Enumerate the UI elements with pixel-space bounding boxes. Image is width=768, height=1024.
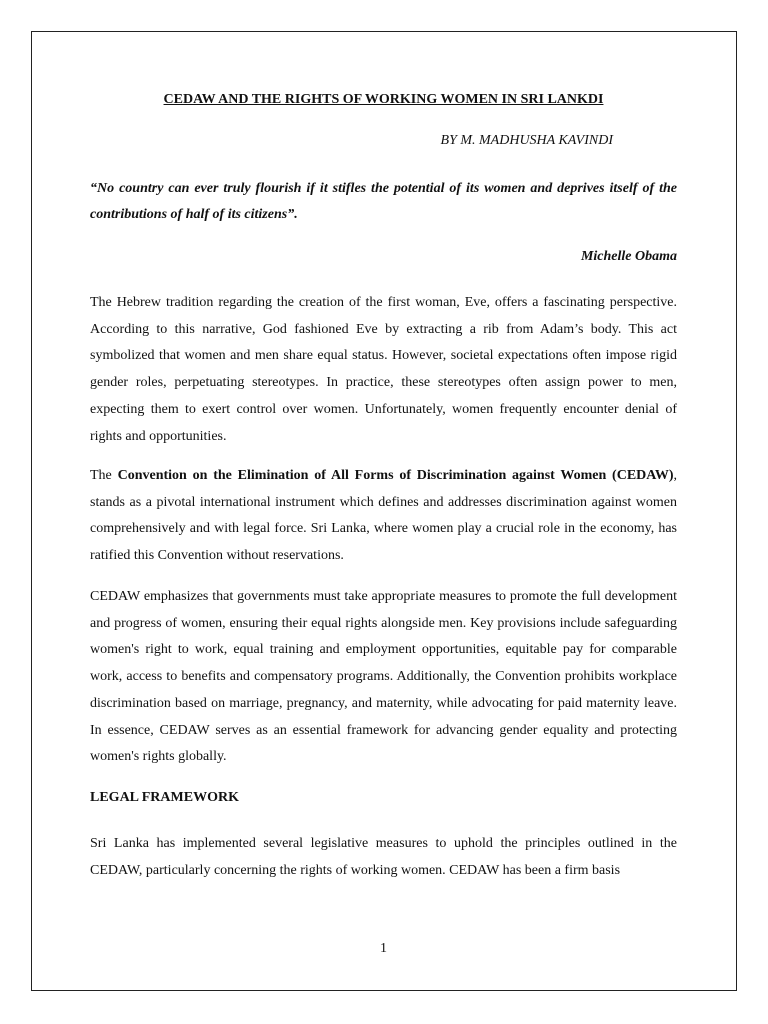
section-heading: LEGAL FRAMEWORK (90, 790, 239, 805)
page-number: 1 (380, 941, 387, 956)
document-title: CEDAW AND THE RIGHTS OF WORKING WOMEN IN SRI LANKDI (163, 92, 604, 107)
paragraph-2-rest: , stands as a pivotal international instrument which defines and addresses discrimination against women comprehensively and with legal force. Sri Lanka, where women play a crucial role in the economy, has ratified this Convention without reservations. (90, 468, 677, 564)
epigraph-quote: “No country can ever truly flourish if it stifles the potential of its women and deprives itself of the contributions of half of its citizens”. (90, 181, 677, 222)
body-paragraph-1: The Hebrew tradition regarding the creation of the first woman, Eve, offers a fascinating perspective. According to this narrative, God fashioned Eve by extracting a rib from Adam’s body. This act symbolized that women and men share equal status. However, societal expectations often impose rigid gender roles, perpetuating stereotypes. In practice, these stereotypes often assign power to men, expecting them to exert control over women. Unfortunately, women frequently encounter denial of rights and opportunities. (90, 295, 677, 444)
body-paragraph-4: Sri Lanka has implemented several legislative measures to uphold the principles outlined in the CEDAW, particularly concerning the rights of working women. CEDAW has been a firm basis (90, 836, 677, 878)
body-paragraph-3: CEDAW emphasizes that governments must take appropriate measures to promote the full development and progress of women, ensuring their equal rights alongside men. Key provisions include safeguarding women's right to work, equal training and employment opportunities, equitable pay for comparable work, access to benefits and compensatory programs. Additionally, the Convention prohibits workplace discrimination based on marriage, pregnancy, and maternity, while advocating for paid maternity leave. In essence, CEDAW serves as an essential framework for advancing gender equality and protecting women's rights globally. (90, 589, 677, 765)
body-paragraph-2 (90, 463, 677, 570)
quote-attribution: Michelle Obama (580, 249, 677, 264)
author-byline: BY M. MADHUSHA KAVINDI (440, 133, 613, 148)
paragraph-2-intro: The (90, 468, 118, 483)
cedaw-full-name: Convention on the Elimination of All Forms of Discrimination against Women (CEDAW) (117, 468, 674, 483)
